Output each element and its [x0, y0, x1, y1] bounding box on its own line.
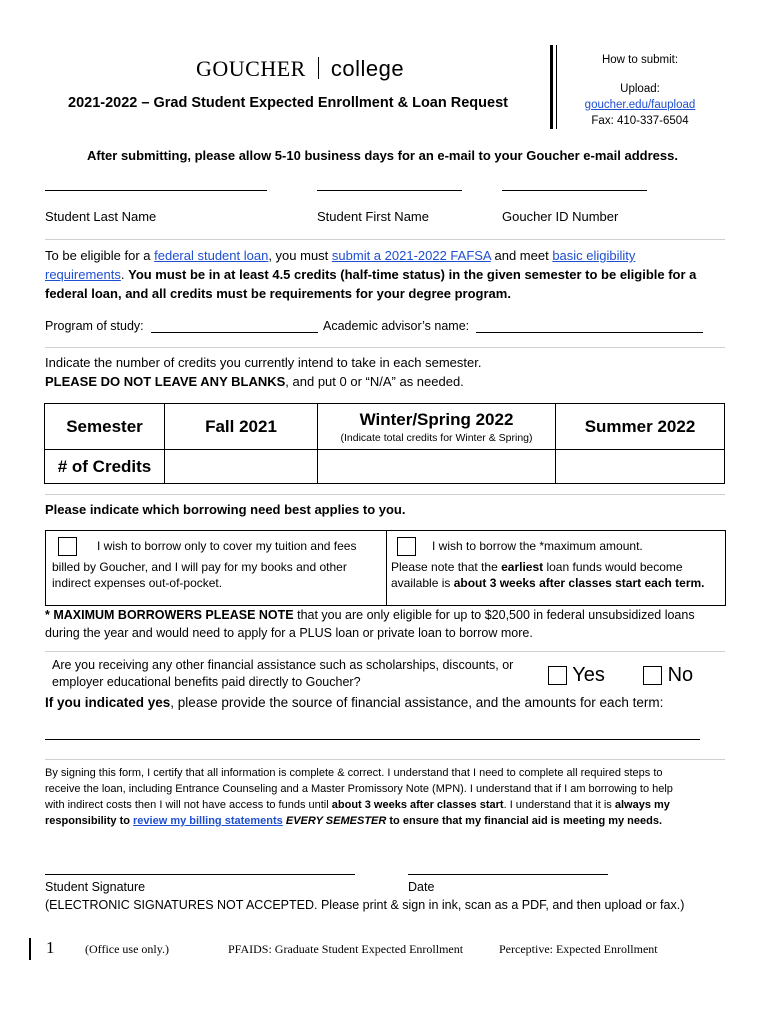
option-maximum-text-2c: loan funds would become	[543, 560, 683, 575]
processing-notice: After submitting, please allow 5-10 business days for an e-mail to your Goucher e-mail address.	[87, 148, 678, 163]
signature-label: Student Signature	[45, 880, 146, 894]
assistance-source-line[interactable]	[45, 739, 700, 740]
form-title: 2021-2022 – Grad Student Expected Enrollment & Loan Request	[68, 95, 508, 111]
option-maximum[interactable]	[391, 536, 721, 593]
yes-checkbox[interactable]	[548, 666, 567, 685]
certify-line-3c: . I understand that it is	[503, 799, 615, 811]
footer-bar	[29, 938, 31, 960]
eligibility-text-1: To be eligible for a	[45, 248, 155, 263]
assistance-question-2: employer educational benefits paid directly to Goucher?	[52, 675, 361, 689]
option-tuition-text-2: billed by Goucher, and I will pay for my books and other	[52, 560, 347, 575]
signature-line[interactable]	[45, 874, 355, 875]
credits-row-label-text: # of Credits	[57, 456, 152, 476]
borrowing-heading: Please indicate which borrowing need best applies to you.	[45, 502, 406, 517]
term-summer-label: Summer 2022	[584, 416, 696, 436]
max-borrowers-text-2: during the year and would need to apply for a PLUS loan or private loan to borrow more.	[45, 626, 533, 640]
max-borrowers-note	[45, 606, 695, 642]
divider	[45, 494, 725, 495]
fall-credits-input[interactable]	[165, 450, 318, 484]
winter-spring-credits-input[interactable]	[318, 450, 556, 484]
eligibility-text-2: , you must	[268, 248, 332, 263]
option-maximum-text-3a: available is	[391, 576, 454, 591]
no-label: No	[667, 664, 694, 686]
semester-header	[45, 404, 165, 450]
program-line[interactable]	[151, 332, 318, 333]
certify-three-weeks: about 3 weeks after classes start	[331, 799, 504, 811]
option-maximum-text-1: I wish to borrow the *maximum amount.	[432, 539, 643, 553]
eligibility-text	[45, 246, 730, 303]
fax-number: Fax: 410-337-6504	[591, 115, 689, 127]
first-name-line[interactable]	[317, 190, 462, 191]
upload-label: Upload:	[620, 83, 660, 95]
divider	[45, 239, 725, 240]
yes-label: Yes	[572, 664, 605, 686]
signature-note: (ELECTRONIC SIGNATURES NOT ACCEPTED. Please print & sign in ink, scan as a PDF, and then upload or fax.)	[45, 898, 685, 912]
id-number-label: Goucher ID Number	[502, 209, 619, 224]
borrowing-options-divider	[386, 530, 387, 605]
term-fall	[165, 404, 318, 450]
assistance-followup-bold: If you indicated yes	[45, 695, 171, 710]
max-borrowers-text: that you are only eligible for up to $20,500 in federal unsubsidized loans	[293, 608, 695, 622]
id-number-line[interactable]	[502, 190, 647, 191]
option-tuition-text-1: I wish to borrow only to cover my tuition and fees	[97, 539, 357, 553]
first-name-label: Student First Name	[317, 209, 429, 224]
program-label: Program of study:	[45, 319, 144, 333]
logo-goucher: GOUCHER	[196, 56, 306, 81]
option-maximum-text-2a: Please note that the	[391, 560, 502, 575]
term-winter-spring	[318, 404, 556, 450]
assistance-followup-text: , please provide the source of financial assistance, and the amounts for each term:	[170, 695, 664, 710]
winter-note: (Indicate total credits for Winter & Spring)	[340, 431, 533, 444]
option-tuition-checkbox[interactable]	[58, 537, 77, 556]
divider	[45, 651, 725, 652]
header-divider	[550, 45, 553, 129]
certify-line-4d: to ensure that my financial aid is meeting my needs.	[386, 815, 663, 827]
assistance-question	[52, 657, 513, 691]
semester-header-label: Semester	[66, 416, 143, 436]
credits-table	[44, 403, 725, 484]
summer-credits-input[interactable]	[556, 450, 725, 484]
certify-line-2: receive the loan, including Entrance Counseling and a Master Promissory Note (MPN). I understand that if I am borrowing to help	[45, 783, 673, 795]
federal-loan-link[interactable]: federal student loan	[154, 248, 269, 263]
credits-row-label	[45, 450, 165, 484]
term-winter-label: Winter/Spring 2022	[359, 409, 514, 429]
logo-divider	[318, 57, 319, 79]
eligibility-text-4: .	[120, 267, 129, 282]
option-tuition-only[interactable]	[52, 536, 382, 593]
fafsa-link[interactable]: submit a 2021-2022 FAFSA	[331, 248, 491, 263]
degree-requirement: federal loan, and all credits must be requirements for your degree program.	[45, 286, 511, 301]
divider	[45, 347, 725, 348]
option-maximum-checkbox[interactable]	[397, 537, 416, 556]
last-name-line[interactable]	[45, 190, 267, 191]
assistance-question-1: Are you receiving any other financial assistance such as scholarships, discounts, or	[52, 658, 514, 672]
earliest-emphasis: earliest	[501, 560, 544, 575]
max-borrowers-label: * MAXIMUM BORROWERS PLEASE NOTE	[45, 608, 294, 622]
upload-link[interactable]: goucher.edu/faupload	[584, 99, 696, 111]
eligibility-text-3: and meet	[490, 248, 553, 263]
logo-college: college	[330, 56, 405, 81]
billing-statements-link[interactable]: review my billing statements	[133, 815, 283, 827]
half-time-requirement: You must be in at least 4.5 credits (half-time status) in the given semester to be eligible for a	[128, 267, 697, 282]
certify-always: always my	[614, 799, 670, 811]
pfaids-code: PFAIDS: Graduate Student Expected Enrollment	[228, 942, 464, 956]
submit-heading: How to submit:	[601, 54, 679, 66]
certification-text	[45, 765, 735, 829]
perceptive-code: Perceptive: Expected Enrollment	[499, 942, 658, 956]
no-blanks-warning: PLEASE DO NOT LEAVE ANY BLANKS	[45, 374, 286, 389]
three-weeks-emphasis: about 3 weeks after classes start each term.	[453, 576, 705, 591]
submit-box	[565, 52, 715, 129]
credits-intro-2-rest: , and put 0 or “N/A” as needed.	[285, 374, 464, 389]
no-option[interactable]	[643, 664, 693, 687]
last-name-label: Student Last Name	[45, 209, 157, 224]
header-divider-thin	[556, 45, 557, 129]
eligibility-requirements-link[interactable]: basic eligibility	[552, 248, 636, 263]
term-fall-label: Fall 2021	[205, 416, 277, 436]
credits-intro-1: Indicate the number of credits you currently intend to take in each semester.	[45, 355, 482, 370]
divider	[45, 759, 725, 760]
advisor-line[interactable]	[476, 332, 703, 333]
term-summer	[556, 404, 725, 450]
certify-every-semester: EVERY SEMESTER	[285, 815, 387, 827]
certify-line-4a: responsibility to	[45, 815, 134, 827]
page-number: 1	[46, 938, 55, 957]
goucher-logo	[196, 56, 404, 82]
eligibility-requirements-link-cont[interactable]: requirements	[45, 267, 121, 282]
credits-intro-2	[45, 374, 464, 389]
certify-line-3a: with indirect costs then I will not have access to funds until	[45, 799, 332, 811]
option-tuition-text-3: indirect expenses out-of-pocket.	[52, 576, 223, 591]
advisor-label: Academic advisor’s name:	[323, 319, 470, 333]
assistance-followup	[45, 695, 663, 710]
no-checkbox[interactable]	[643, 666, 662, 685]
date-label: Date	[408, 880, 435, 894]
date-line[interactable]	[408, 874, 608, 875]
yes-option[interactable]	[548, 664, 605, 687]
certify-line-1: By signing this form, I certify that all information is complete & correct. I understand that I need to complete all required steps to	[45, 767, 663, 779]
office-use: (Office use only.)	[85, 942, 169, 956]
